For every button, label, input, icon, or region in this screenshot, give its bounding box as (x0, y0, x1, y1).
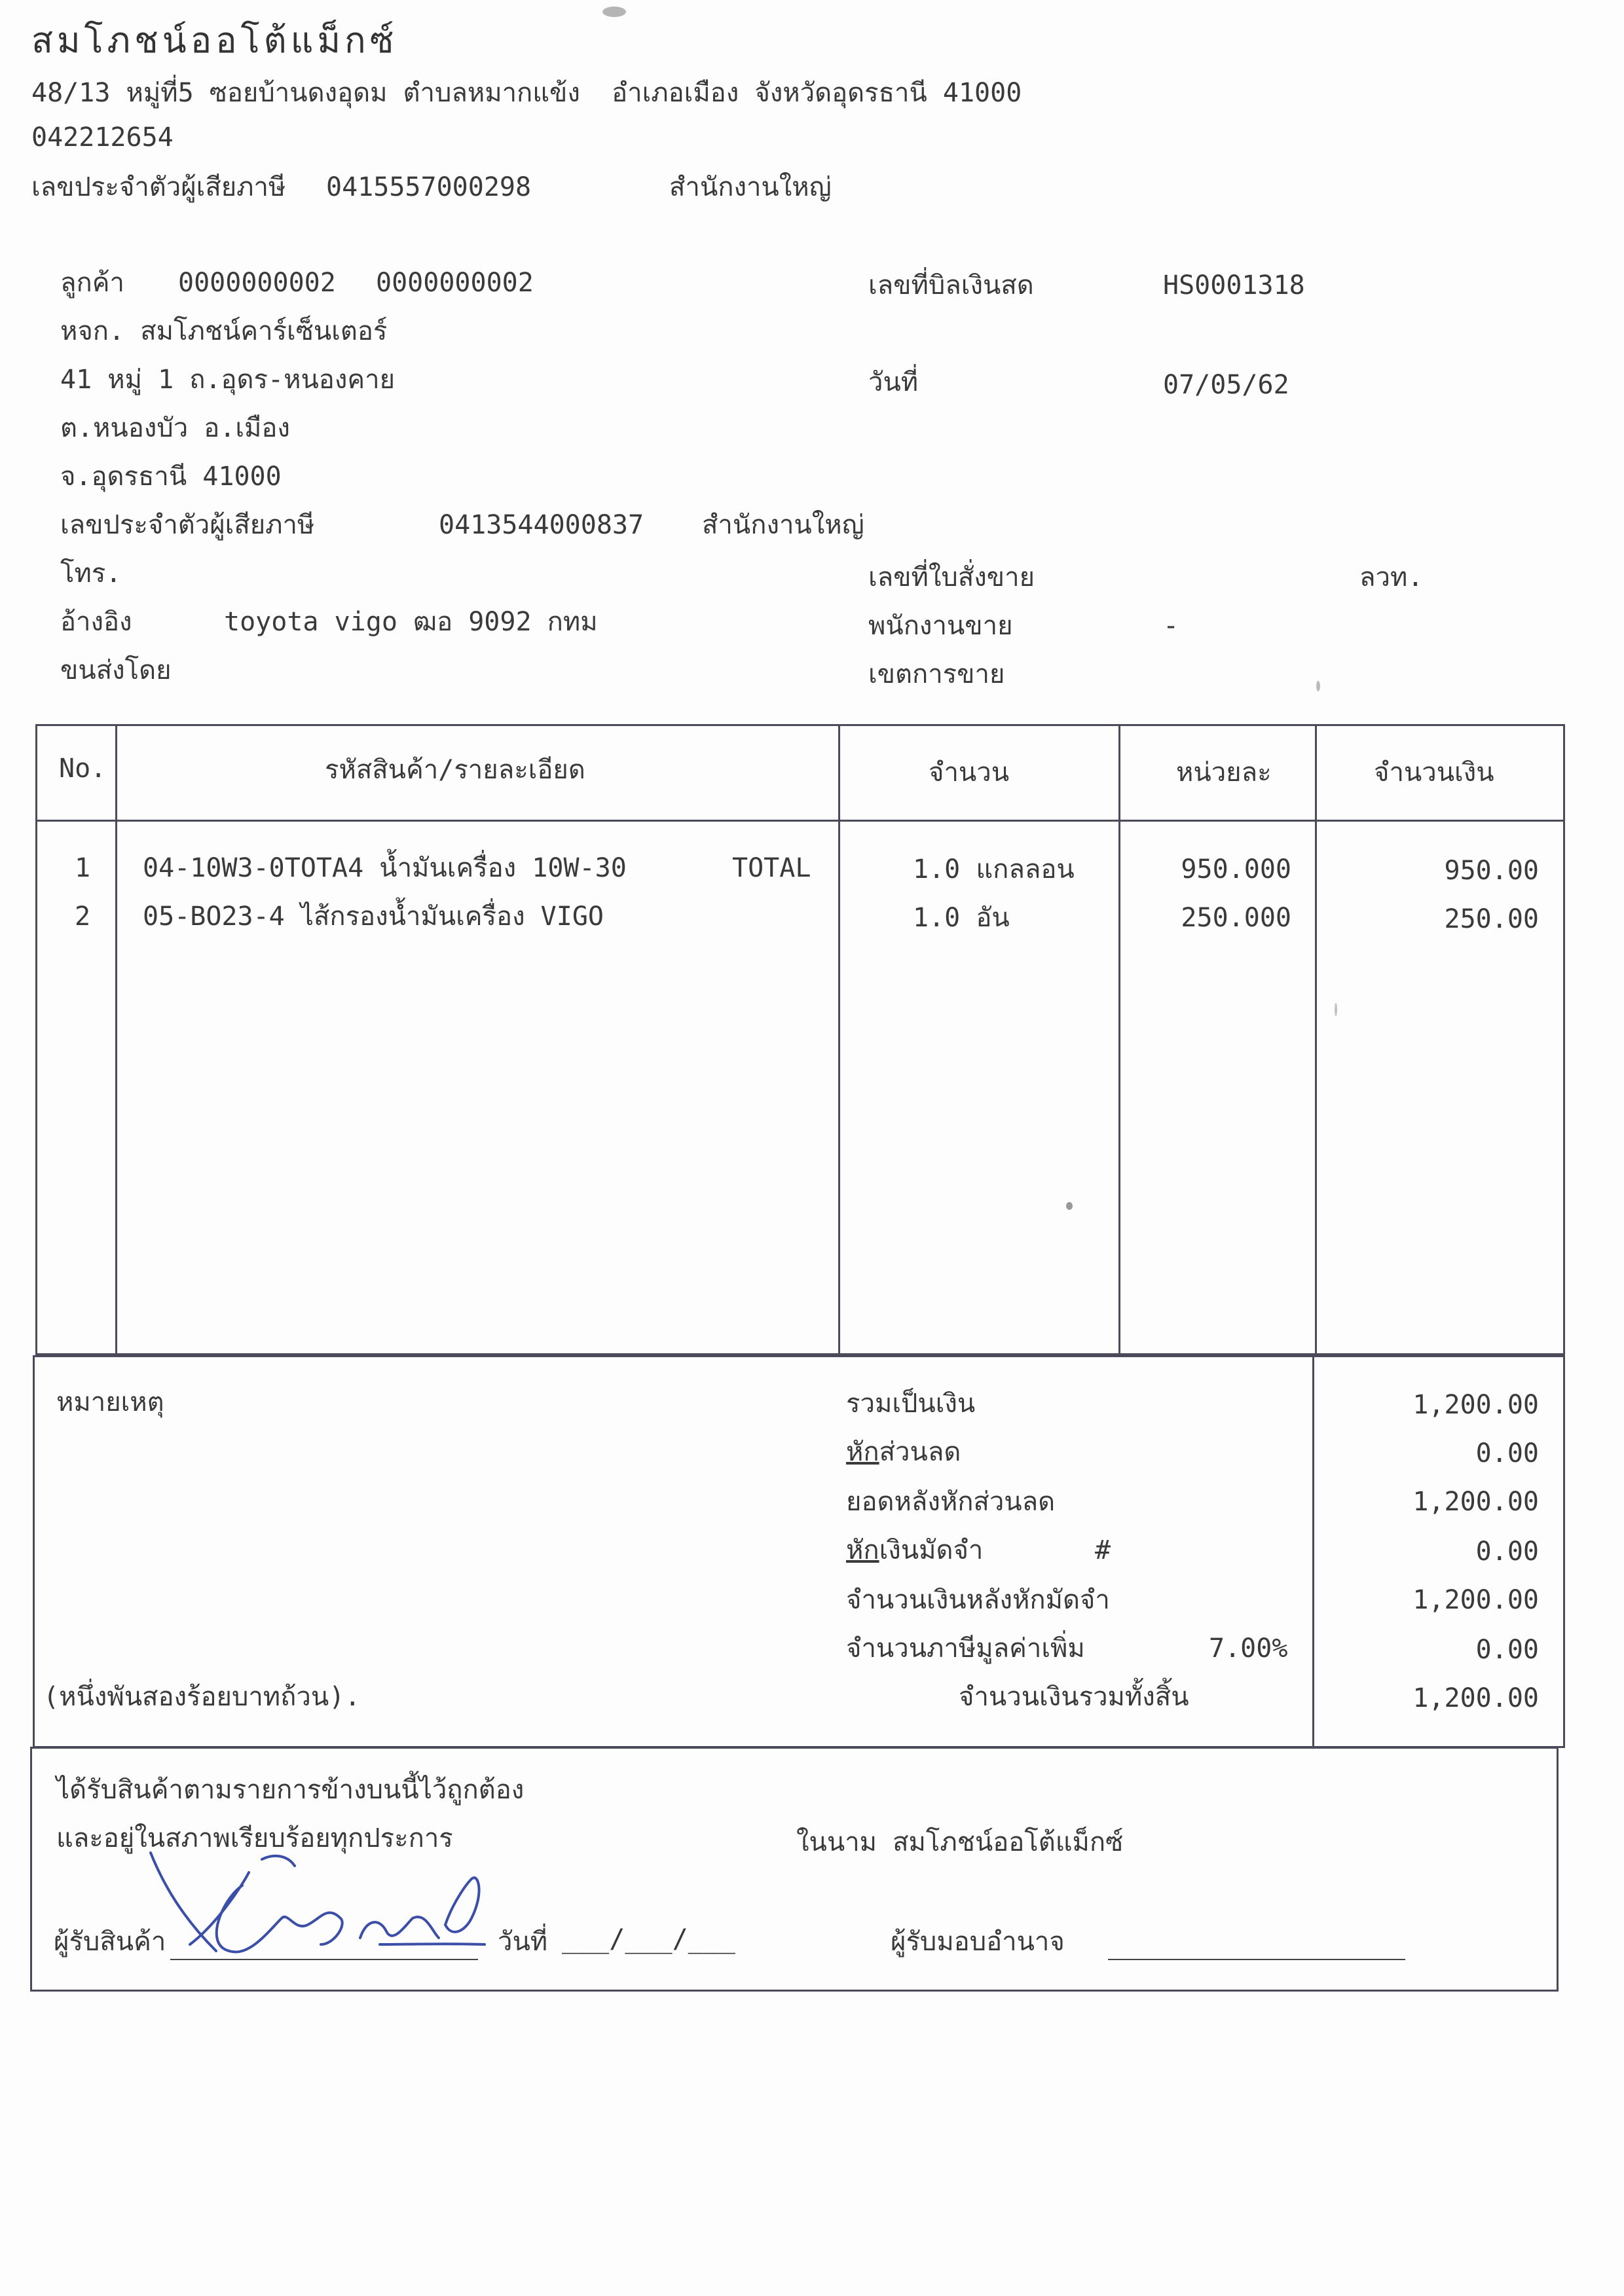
receiver-date-blank: ___/___/___ (562, 1924, 735, 1954)
row2-amount: 250.00 (1444, 904, 1539, 934)
deposit-hash: # (1095, 1535, 1111, 1565)
row1-amount: 950.00 (1444, 856, 1539, 886)
salesperson-value: - (1163, 611, 1179, 641)
deposit-value: 0.00 (1475, 1537, 1539, 1567)
row2-desc: 05-BO23-4 ไส้กรองน้ำมันเครื่อง VIGO (143, 902, 604, 932)
order-no: ลวท. (1359, 562, 1424, 592)
deposit-prefix: หัก (846, 1535, 879, 1565)
received-line1: ได้รับสินค้าตามรายการข้างบนนี้ไว้ถูกต้อง (56, 1775, 525, 1805)
received-line2: และอยู่ในสภาพเรียบร้อยทุกประการ (56, 1823, 453, 1853)
header-amount: จำนวนเงิน (1374, 757, 1494, 788)
seller-tax-label: เลขประจำตัวผู้เสียภาษี (31, 172, 286, 202)
discount-prefix: หัก (846, 1437, 879, 1467)
date-value: 07/05/62 (1163, 370, 1289, 400)
row2-unit-price: 250.000 (1181, 903, 1291, 933)
customer-label: ลูกค้า (60, 268, 124, 298)
header-unit-price: หน่วยละ (1176, 757, 1272, 788)
col-divider-desc (838, 724, 840, 1355)
row1-no: 1 (75, 853, 91, 883)
customer-code1: 0000000002 (178, 268, 336, 298)
row1-qty: 1.0 แกลลอน (913, 854, 1075, 884)
handwritten-signature (144, 1846, 498, 1971)
header-desc: รหัสสินค้า/รายละเอียด (325, 755, 585, 785)
after-discount-value: 1,200.00 (1412, 1487, 1539, 1517)
sales-area-label: เขตการขาย (868, 659, 1005, 689)
scan-speck (1316, 681, 1320, 691)
row2-no: 2 (75, 902, 91, 932)
customer-phone-label: โทร. (60, 558, 122, 589)
bill-no-label: เลขที่บิลเงินสด (868, 270, 1034, 301)
discount-label (846, 1436, 961, 1468)
customer-ship-label: ขนส่งโดย (60, 655, 172, 685)
bill-no: HS0001318 (1163, 270, 1305, 301)
vat-label: จำนวนภาษีมูลค่าเพิ่ม (846, 1633, 1085, 1664)
seller-branch: สำนักงานใหญ่ (669, 172, 832, 202)
customer-ref-value: toyota vigo ฒอ 9092 กทม (224, 607, 598, 637)
vat-rate: 7.00% (1209, 1633, 1288, 1664)
salesperson-label: พนักงานขาย (868, 611, 1013, 641)
items-table (35, 724, 1565, 1355)
authorized-signature-line (1108, 1959, 1405, 1960)
subtotal-value: 1,200.00 (1412, 1390, 1539, 1420)
after-deposit-label: จำนวนเงินหลังหักมัดจำ (846, 1585, 1110, 1615)
deposit-label (846, 1535, 983, 1566)
date-label: วันที่ (868, 367, 919, 397)
summary-divider (1312, 1355, 1314, 1748)
subtotal-label: รวมเป็นเงิน (846, 1389, 976, 1419)
customer-tax-id: 0413544000837 (439, 510, 644, 540)
remark-label: หมายเหตุ (56, 1387, 164, 1417)
col-divider-unit (1315, 724, 1317, 1355)
header-qty: จำนวน (929, 757, 1010, 788)
receiver-label: ผู้รับสินค้า (54, 1927, 166, 1957)
deposit-rest: เงินมัดจำ (879, 1535, 984, 1565)
seller-tax-id: 0415557000298 (326, 172, 532, 202)
on-behalf: ในนาม สมโภชน์ออโต้แม็กซ์ (796, 1827, 1124, 1857)
receiver-date-label: วันที่ (498, 1927, 548, 1957)
row1-desc: 04-10W3-0TOTA4 น้ำมันเครื่อง 10W-30 (143, 853, 627, 883)
discount-rest: ส่วนลด (879, 1437, 961, 1467)
row2-qty: 1.0 อัน (913, 903, 1010, 933)
vat-value: 0.00 (1475, 1635, 1539, 1665)
amount-in-words: (หนึ่งพันสองร้อยบาทถ้วน). (43, 1682, 361, 1712)
customer-tax-label: เลขประจำตัวผู้เสียภาษี (60, 510, 315, 540)
scan-speck (602, 7, 626, 17)
customer-name: หจก. สมโภชน์คาร์เซ็นเตอร์ (60, 316, 388, 346)
total-label: จำนวนเงินรวมทั้งสิ้น (959, 1682, 1189, 1712)
seller-phone: 042212654 (31, 122, 174, 153)
after-discount-label: ยอดหลังหักส่วนลด (846, 1487, 1056, 1517)
customer-branch: สำนักงานใหญ่ (702, 510, 864, 540)
customer-ref-label: อ้างอิง (60, 607, 132, 637)
col-divider-no (115, 724, 117, 1355)
table-header-divider (35, 820, 1565, 822)
seller-name: สมโภชน์ออโต้แม็กซ์ (31, 20, 398, 61)
seller-address: 48/13 หมู่ที่5 ซอยบ้านดงอุดม ตำบลหมากแข้ง อำเภอเมือง จังหวัดอุดรธานี 41000 (31, 78, 1022, 108)
after-deposit-value: 1,200.00 (1412, 1585, 1539, 1615)
row1-unit-price: 950.000 (1181, 854, 1291, 884)
row1-extra: TOTAL (732, 853, 811, 883)
header-no: No. (59, 754, 107, 784)
customer-addr2: ต.หนองบัว อ.เมือง (60, 413, 290, 443)
customer-addr3: จ.อุดรธานี 41000 (60, 462, 282, 492)
order-no-label: เลขที่ใบสั่งขาย (868, 562, 1035, 592)
customer-addr1: 41 หมู่ 1 ถ.อุดร-หนองคาย (60, 365, 396, 395)
scan-speck (1335, 1003, 1337, 1016)
col-divider-qty (1118, 724, 1120, 1355)
scan-speck (1066, 1202, 1073, 1210)
authorized-label: ผู้รับมอบอำนาจ (891, 1927, 1065, 1957)
customer-code2: 0000000002 (376, 268, 534, 298)
discount-value: 0.00 (1475, 1438, 1539, 1468)
total-value: 1,200.00 (1412, 1683, 1539, 1713)
